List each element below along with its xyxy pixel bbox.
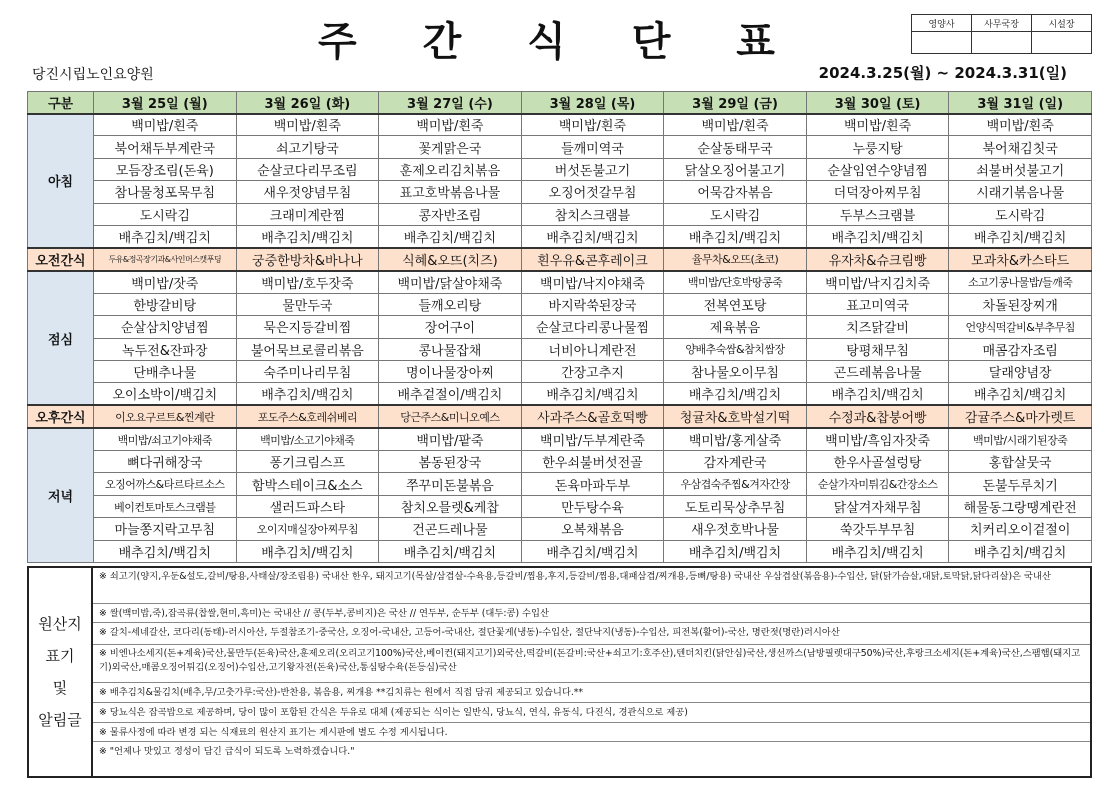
weekly-menu-table bbox=[27, 91, 1092, 563]
menu-item: 베이컨토마토스크램블 bbox=[94, 495, 237, 517]
menu-item: 순살코다리무조림 bbox=[236, 158, 379, 180]
menu-item: 어묵감자볶음 bbox=[664, 181, 807, 203]
menu-item: 표고미역국 bbox=[806, 293, 949, 315]
menu-item: 배추김치/백김치 bbox=[806, 225, 949, 247]
menu-item: 간장고추지 bbox=[521, 360, 664, 382]
day-header: 3월 25일 (월) bbox=[94, 92, 237, 114]
menu-item: 꽃게맑은국 bbox=[379, 136, 522, 158]
meal-row bbox=[28, 518, 1092, 540]
menu-item: 배추김치/백김치 bbox=[521, 540, 664, 562]
menu-item: 백미밥/흰죽 bbox=[521, 114, 664, 136]
notice-line-diabetic: ※ 당뇨식은 잡곡밥으로 제공하며, 당이 많이 포함된 간식은 두유로 대체 (제공되는 식이는 일반식, 당뇨식, 연식, 유동식, 다진식, 경관식으로 제공) bbox=[93, 703, 1090, 723]
approval-manager-label: 사무국장 bbox=[972, 15, 1032, 32]
menu-item: 포도주스&호레쉬베리 bbox=[236, 405, 379, 428]
menu-item: 함박스테이크&소스 bbox=[236, 473, 379, 495]
menu-item: 모과차&카스타드 bbox=[949, 248, 1092, 271]
menu-item: 콩자반조림 bbox=[379, 203, 522, 225]
menu-item: 배추김치/백김치 bbox=[806, 540, 949, 562]
menu-item: 명이나물장아찌 bbox=[379, 360, 522, 382]
menu-item: 매콤감자조림 bbox=[949, 338, 1092, 360]
section-header: 구분 bbox=[28, 92, 94, 114]
menu-item: 배추김치/백김치 bbox=[521, 225, 664, 247]
meal-label: 저녁 bbox=[28, 428, 94, 562]
menu-item: 참나물오이무침 bbox=[664, 360, 807, 382]
menu-item: 탕평채무침 bbox=[806, 338, 949, 360]
menu-item: 수정과&찹붕어빵 bbox=[806, 405, 949, 428]
menu-item: 참치스크램블 bbox=[521, 203, 664, 225]
meal-row bbox=[28, 114, 1092, 136]
menu-item: 배추겉절이/백김치 bbox=[379, 383, 522, 405]
menu-item: 배추김치/백김치 bbox=[236, 383, 379, 405]
menu-item: 배추김치/백김치 bbox=[379, 540, 522, 562]
day-header: 3월 31일 (일) bbox=[949, 92, 1092, 114]
menu-item: 들깨오리탕 bbox=[379, 293, 522, 315]
menu-item: 홍합살뭇국 bbox=[949, 451, 1092, 473]
meal-row bbox=[28, 136, 1092, 158]
menu-item: 쭈꾸미돈불볶음 bbox=[379, 473, 522, 495]
menu-item: 전복연포탕 bbox=[664, 293, 807, 315]
menu-item: 바지락쑥된장국 bbox=[521, 293, 664, 315]
menu-item: 버섯돈불고기 bbox=[521, 158, 664, 180]
menu-item: 배추김치/백김치 bbox=[236, 225, 379, 247]
origin-notice bbox=[27, 566, 1092, 778]
menu-item: 만두탕수육 bbox=[521, 495, 664, 517]
meal-row bbox=[28, 158, 1092, 180]
meal-label: 점심 bbox=[28, 271, 94, 405]
meal-row bbox=[28, 271, 1092, 293]
menu-item: 녹두전&잔파장 bbox=[94, 338, 237, 360]
menu-item: 백미밥/호두잣죽 bbox=[236, 271, 379, 293]
menu-item: 훈제오리김치볶음 bbox=[379, 158, 522, 180]
menu-item: 사과주스&골호떡빵 bbox=[521, 405, 664, 428]
menu-item: 달래양념장 bbox=[949, 360, 1092, 382]
menu-item: 백미밥/팥죽 bbox=[379, 428, 522, 450]
menu-item: 쇠불버섯불고기 bbox=[949, 158, 1092, 180]
menu-item: 우삼겹숙주찜&겨자간장 bbox=[664, 473, 807, 495]
menu-item: 돈불두루치기 bbox=[949, 473, 1092, 495]
menu-item: 백미밥/닭살야채죽 bbox=[379, 271, 522, 293]
menu-item: 장어구이 bbox=[379, 316, 522, 338]
menu-item: 오징어까스&타르타르소스 bbox=[94, 473, 237, 495]
notice-title-line: 및 bbox=[52, 679, 68, 697]
page-title: 주 간 식 단 표 bbox=[318, 18, 801, 65]
meal-row bbox=[28, 203, 1092, 225]
menu-item: 도시락김 bbox=[664, 203, 807, 225]
menu-item: 배추김치/백김치 bbox=[664, 225, 807, 247]
menu-item: 배추김치/백김치 bbox=[94, 540, 237, 562]
meal-row bbox=[28, 451, 1092, 473]
menu-item: 도시락김 bbox=[94, 203, 237, 225]
menu-item: 궁중한방차&바나나 bbox=[236, 248, 379, 271]
menu-item: 오이지매실장아찌무침 bbox=[236, 518, 379, 540]
meal-row bbox=[28, 428, 1092, 450]
meal-row bbox=[28, 225, 1092, 247]
menu-item: 양배추숙쌈&참치쌈장 bbox=[664, 338, 807, 360]
menu-item: 배추김치/백김치 bbox=[949, 225, 1092, 247]
menu-item: 한우사골설렁탕 bbox=[806, 451, 949, 473]
menu-item: 오징어젓갈무침 bbox=[521, 181, 664, 203]
menu-item: 이오요구르트&찐계란 bbox=[94, 405, 237, 428]
menu-item: 소고기콩나물밥/들깨죽 bbox=[949, 271, 1092, 293]
menu-item: 백미밥/시래기된장죽 bbox=[949, 428, 1092, 450]
approval-manager-sign bbox=[972, 32, 1032, 54]
menu-item: 백미밥/쇠고기야채죽 bbox=[94, 428, 237, 450]
day-header: 3월 28일 (목) bbox=[521, 92, 664, 114]
menu-item: 순살삼치양념찜 bbox=[94, 316, 237, 338]
menu-item: 북어채김칫국 bbox=[949, 136, 1092, 158]
menu-item: 율무차&오뜨(초코) bbox=[664, 248, 807, 271]
menu-item: 순살코다리콩나물찜 bbox=[521, 316, 664, 338]
menu-item: 청귤차&호박설기떡 bbox=[664, 405, 807, 428]
notice-line-meat: ※ 쇠고기(양지,우둔&설도,갈비/탕용,사태살/장조림용) 국내산 한우, 돼지고기(목살/삼겹살-수육용,등갈비/찜용,후지,등갈비/찜용,대패삼겹/찌개용,등뼈/탕용) 국내산 우삼겹살(볶음용)-수입산, 닭(닭가슴살,대닭,토막닭,닭다리살)은 국내산 bbox=[93, 568, 1090, 604]
menu-period: 2024.3.25(월) ~ 2024.3.31(일) bbox=[818, 64, 1067, 82]
menu-item: 백미밥/흰죽 bbox=[664, 114, 807, 136]
menu-item: 모듬장조림(돈육) bbox=[94, 158, 237, 180]
menu-item: 새우젓양념무침 bbox=[236, 181, 379, 203]
meal-row bbox=[28, 181, 1092, 203]
menu-item: 배추김치/백김치 bbox=[94, 225, 237, 247]
notice-line-logistics: ※ 물류사정에 따라 변경 되는 식재료의 원산지 표기는 게시판에 별도 수정 게시됩니다. bbox=[93, 723, 1090, 742]
menu-item: 배추김치/백김치 bbox=[521, 383, 664, 405]
menu-item: 쑥갓두부무침 bbox=[806, 518, 949, 540]
menu-item: 참나물청포묵무침 bbox=[94, 181, 237, 203]
day-header: 3월 26일 (화) bbox=[236, 92, 379, 114]
menu-item: 새우젓호박나물 bbox=[664, 518, 807, 540]
menu-item: 백미밥/낙지김치죽 bbox=[806, 271, 949, 293]
menu-item: 식혜&오뜨(치즈) bbox=[379, 248, 522, 271]
menu-item: 백미밥/단호박땅콩죽 bbox=[664, 271, 807, 293]
menu-item: 백미밥/흰죽 bbox=[379, 114, 522, 136]
notice-line-processed: ※ 비엔나소세지(돈+계육)국산,물만두(돈육)국산,훈제오리(오리고기100%)국산,베이컨(돼지고기)외국산,떡갈비(돈갈비:국산+쇠고기:호주산),텐더치킨(닭안심)국산,생선까스(남방필렛대구50%)국산,후랑크소세지(돈+계육)국산,스팸햄(돼지고기)외국산,매콤오징어튀김(오징어)수입산,고기왕자전(돈육)국산,통심탕수육(돈등심)국산 bbox=[93, 645, 1090, 683]
meal-row bbox=[28, 383, 1092, 405]
menu-item: 배추김치/백김치 bbox=[806, 383, 949, 405]
menu-item: 마늘쫑지락고무침 bbox=[94, 518, 237, 540]
menu-item: 콩나물잡채 bbox=[379, 338, 522, 360]
menu-item: 너비아니계란전 bbox=[521, 338, 664, 360]
notice-lines bbox=[93, 568, 1090, 760]
meal-row bbox=[28, 316, 1092, 338]
menu-item: 순살임연수양념찜 bbox=[806, 158, 949, 180]
approval-dietitian-sign bbox=[912, 32, 972, 54]
menu-item: 순살가자미튀김&간장소스 bbox=[806, 473, 949, 495]
notice-line-closing: ※ "언제나 맛있고 정성이 담긴 급식이 되도록 노력하겠습니다." bbox=[99, 746, 355, 757]
menu-item: 샐러드파스타 bbox=[236, 495, 379, 517]
menu-item: 퐁기크림스프 bbox=[236, 451, 379, 473]
menu-item: 오이소박이/백김치 bbox=[94, 383, 237, 405]
menu-item: 당근주스&미니오예스 bbox=[379, 405, 522, 428]
menu-item: 누룽지탕 bbox=[806, 136, 949, 158]
menu-item: 순살동태무국 bbox=[664, 136, 807, 158]
menu-item: 한방갈비탕 bbox=[94, 293, 237, 315]
meal-row bbox=[28, 338, 1092, 360]
menu-item: 오복채볶음 bbox=[521, 518, 664, 540]
menu-item: 치즈닭갈비 bbox=[806, 316, 949, 338]
day-header: 3월 30일 (토) bbox=[806, 92, 949, 114]
menu-item: 단배추나물 bbox=[94, 360, 237, 382]
meal-row bbox=[28, 360, 1092, 382]
meal-row bbox=[28, 293, 1092, 315]
organization-name: 당진시립노인요양원 bbox=[32, 67, 154, 83]
approval-box bbox=[911, 14, 1092, 54]
menu-item: 숙주미나리무침 bbox=[236, 360, 379, 382]
menu-item: 돈육마파두부 bbox=[521, 473, 664, 495]
menu-item: 시래기볶음나물 bbox=[949, 181, 1092, 203]
menu-item: 백미밥/흰죽 bbox=[236, 114, 379, 136]
menu-item: 북어채두부계란국 bbox=[94, 136, 237, 158]
menu-item: 배추김치/백김치 bbox=[236, 540, 379, 562]
snack-row bbox=[28, 405, 1092, 428]
notice-title-line: 원산지 bbox=[38, 615, 82, 633]
menu-item: 백미밥/두부계란죽 bbox=[521, 428, 664, 450]
menu-item: 배추김치/백김치 bbox=[664, 540, 807, 562]
menu-item: 물만두국 bbox=[236, 293, 379, 315]
menu-item: 감귤주스&마가렛트 bbox=[949, 405, 1092, 428]
menu-item: 묵은지등갈비찜 bbox=[236, 316, 379, 338]
menu-item: 두부스크램블 bbox=[806, 203, 949, 225]
menu-item: 언양식떡갈비&부추무침 bbox=[949, 316, 1092, 338]
menu-body bbox=[28, 114, 1092, 563]
menu-item: 더덕장아찌무침 bbox=[806, 181, 949, 203]
menu-item: 닭살겨자채무침 bbox=[806, 495, 949, 517]
approval-director-label: 시설장 bbox=[1032, 15, 1092, 32]
menu-item: 배추김치/백김치 bbox=[379, 225, 522, 247]
meal-label: 오전간식 bbox=[28, 248, 94, 271]
menu-item: 봄동된장국 bbox=[379, 451, 522, 473]
meal-label: 아침 bbox=[28, 114, 94, 248]
menu-item: 백미밥/흰죽 bbox=[806, 114, 949, 136]
menu-item: 불어묵브로콜리볶음 bbox=[236, 338, 379, 360]
menu-item: 감자계란국 bbox=[664, 451, 807, 473]
menu-item: 백미밥/낙지야채죽 bbox=[521, 271, 664, 293]
menu-item: 백미밥/소고기야채죽 bbox=[236, 428, 379, 450]
menu-item: 쇠고기탕국 bbox=[236, 136, 379, 158]
menu-item: 배추김치/백김치 bbox=[949, 540, 1092, 562]
menu-item: 뼈다귀해장국 bbox=[94, 451, 237, 473]
menu-item: 한우쇠불버섯전골 bbox=[521, 451, 664, 473]
menu-item: 두유&정곡장기과&사인머스캣푸딩 bbox=[94, 248, 237, 271]
menu-item: 흰우유&콘후레이크 bbox=[521, 248, 664, 271]
menu-item: 참치오믈렛&케찹 bbox=[379, 495, 522, 517]
menu-item: 해물동그랑땡계란전 bbox=[949, 495, 1092, 517]
notice-title-line: 표기 bbox=[45, 647, 75, 665]
menu-item: 도토리묵상추무침 bbox=[664, 495, 807, 517]
header-row bbox=[28, 92, 1092, 114]
menu-item: 치커리오이겉절이 bbox=[949, 518, 1092, 540]
meal-label: 오후간식 bbox=[28, 405, 94, 428]
notice-title bbox=[29, 568, 93, 776]
menu-item: 닭살오징어불고기 bbox=[664, 158, 807, 180]
meal-row bbox=[28, 540, 1092, 562]
day-header: 3월 27일 (수) bbox=[379, 92, 522, 114]
notice-title-line: 알림글 bbox=[38, 711, 82, 729]
menu-item: 백미밥/흑임자잣죽 bbox=[806, 428, 949, 450]
notice-line-kimchi: ※ 배추김치&물김치(배추,무/고춧가루:국산)-반찬용, 볶음용, 찌개용 **김치류는 원에서 직접 담궈 제공되고 있습니다.** bbox=[93, 683, 1090, 703]
meal-row bbox=[28, 473, 1092, 495]
menu-item: 차돌된장찌개 bbox=[949, 293, 1092, 315]
menu-item: 곤드레볶음나물 bbox=[806, 360, 949, 382]
menu-item: 배추김치/백김치 bbox=[664, 383, 807, 405]
notice-line-seafood: ※ 갈치-세네갈산, 코다리(동태)-러시아산, 두절참조기-중국산, 오징어-국내산, 고등어-국내산, 절단꽃게(냉동)-수입산, 절단낙지(냉동)-수입산, 피전복(활어)-국산, 명란젓(명란)러시아산 bbox=[93, 623, 1090, 645]
menu-item: 백미밥/흰죽 bbox=[949, 114, 1092, 136]
meal-row bbox=[28, 495, 1092, 517]
menu-item: 백미밥/잣죽 bbox=[94, 271, 237, 293]
menu-item: 표고호박볶음나물 bbox=[379, 181, 522, 203]
menu-item: 유자차&슈크림빵 bbox=[806, 248, 949, 271]
approval-director-sign bbox=[1032, 32, 1092, 54]
menu-item: 크래미계란찜 bbox=[236, 203, 379, 225]
menu-item: 건곤드레나물 bbox=[379, 518, 522, 540]
notice-line-grain: ※ 쌀(백미밥,죽),잡곡류(찹쌀,현미,흑미)는 국내산 // 콩(두부,콩비지)은 국산 // 연두부, 순두부 (대두:콩) 수입산 bbox=[93, 604, 1090, 623]
menu-item: 배추김치/백김치 bbox=[949, 383, 1092, 405]
menu-item: 백미밥/흰죽 bbox=[94, 114, 237, 136]
menu-item: 들깨미역국 bbox=[521, 136, 664, 158]
day-header: 3월 29일 (금) bbox=[664, 92, 807, 114]
menu-item: 백미밥/홍게살죽 bbox=[664, 428, 807, 450]
menu-item: 제육볶음 bbox=[664, 316, 807, 338]
menu-item: 도시락김 bbox=[949, 203, 1092, 225]
approval-dietitian-label: 영양사 bbox=[912, 15, 972, 32]
snack-row bbox=[28, 248, 1092, 271]
